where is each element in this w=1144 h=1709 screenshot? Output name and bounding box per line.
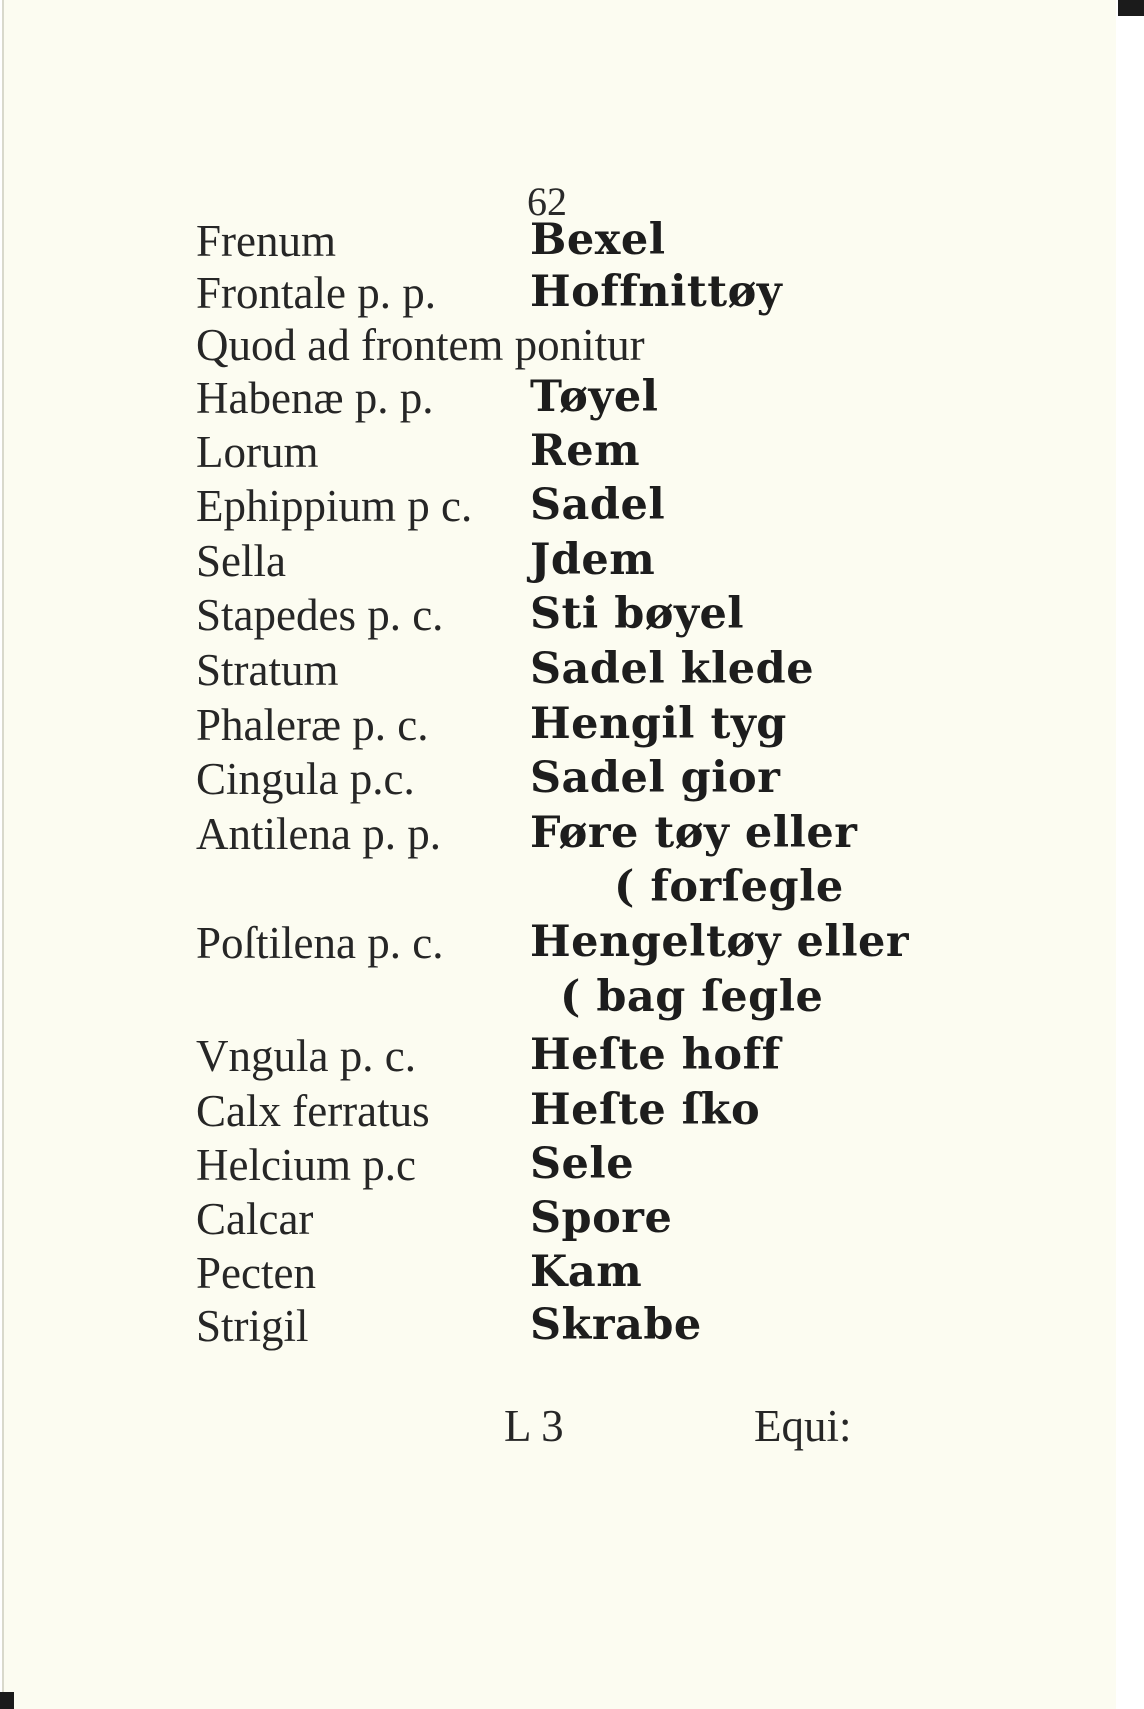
glossary-row	[2, 426, 1116, 481]
latin-term: Quod ad frontem ponitur	[196, 320, 645, 370]
danish-term: Sele	[530, 1139, 635, 1189]
latin-term: Frontale p. p.	[196, 268, 436, 318]
latin-term: Phaleræ p. c.	[196, 700, 429, 750]
glossary-row	[2, 1030, 1116, 1085]
glossary-row	[2, 1300, 1116, 1355]
catchword: Equi:	[754, 1401, 852, 1451]
glossary-row	[2, 1193, 1116, 1248]
danish-term: Rem	[530, 426, 641, 476]
danish-term: Sadel	[530, 480, 666, 530]
danish-term: Sadel gior	[530, 753, 781, 803]
danish-term: Skrabe	[530, 1300, 702, 1350]
glossary-row-continuation	[2, 972, 1116, 1027]
latin-term: Antilena p. p.	[196, 809, 441, 859]
danish-term: Hengeltøy eller	[530, 917, 910, 967]
danish-term: Spore	[530, 1193, 673, 1243]
glossary-row	[2, 535, 1116, 590]
glossary-row	[2, 372, 1116, 427]
danish-term: ( bag ſegle	[560, 972, 824, 1022]
glossary-row	[2, 215, 1116, 270]
latin-term: Calcar	[196, 1194, 314, 1244]
glossary-row	[2, 1247, 1116, 1302]
glossary-row	[2, 699, 1116, 754]
page-number: 62	[527, 179, 567, 224]
danish-term: Hoffnittøy	[530, 267, 783, 317]
latin-term: Frenum	[196, 216, 336, 266]
latin-term: Habenæ p. p.	[196, 373, 434, 423]
latin-term: Stapedes p. c.	[196, 590, 444, 640]
danish-term: ( forſegle	[614, 862, 844, 912]
danish-term: Føre tøy eller	[530, 808, 858, 858]
latin-term: Sella	[196, 536, 286, 586]
glossary-row	[2, 1085, 1116, 1140]
latin-term: Ephippium p c.	[196, 481, 473, 531]
latin-term: Stratum	[196, 645, 339, 695]
glossary-row	[2, 808, 1116, 863]
scan-corner-mark	[1118, 0, 1144, 16]
latin-term: Calx ferratus	[196, 1086, 430, 1136]
danish-term: Sti bøyel	[530, 589, 745, 639]
latin-term: Pecten	[196, 1248, 316, 1298]
latin-term: Vngula p. c.	[196, 1031, 416, 1081]
latin-term: Strigil	[196, 1301, 309, 1351]
glossary-list	[2, 0, 1116, 1709]
signature-mark: L 3	[504, 1401, 564, 1451]
glossary-row	[2, 753, 1116, 808]
book-page	[2, 0, 1116, 1709]
glossary-row	[2, 917, 1116, 972]
danish-term: Bexel	[530, 215, 666, 265]
danish-term: Heſte ſko	[530, 1085, 761, 1135]
danish-term: Heſte hoff	[530, 1030, 781, 1080]
danish-term: Kam	[530, 1247, 643, 1297]
latin-term: Cingula p.c.	[196, 754, 415, 804]
glossary-row	[2, 1139, 1116, 1194]
glossary-row-continuation	[2, 862, 1116, 917]
danish-term: Hengil tyg	[530, 699, 787, 749]
glossary-row	[2, 267, 1116, 322]
danish-term: Jdem	[530, 535, 656, 585]
scan-corner-mark	[0, 1692, 14, 1709]
danish-term: Tøyel	[530, 372, 659, 422]
glossary-row	[2, 480, 1116, 535]
latin-term: Poſtilena p. c.	[196, 918, 444, 968]
glossary-row	[2, 644, 1116, 699]
glossary-row	[2, 589, 1116, 644]
latin-term: Helcium p.c	[196, 1140, 416, 1190]
scan-margin	[1116, 0, 1144, 1709]
glossary-row	[2, 319, 1116, 374]
latin-term: Lorum	[196, 427, 319, 477]
danish-term: Sadel klede	[530, 644, 815, 694]
